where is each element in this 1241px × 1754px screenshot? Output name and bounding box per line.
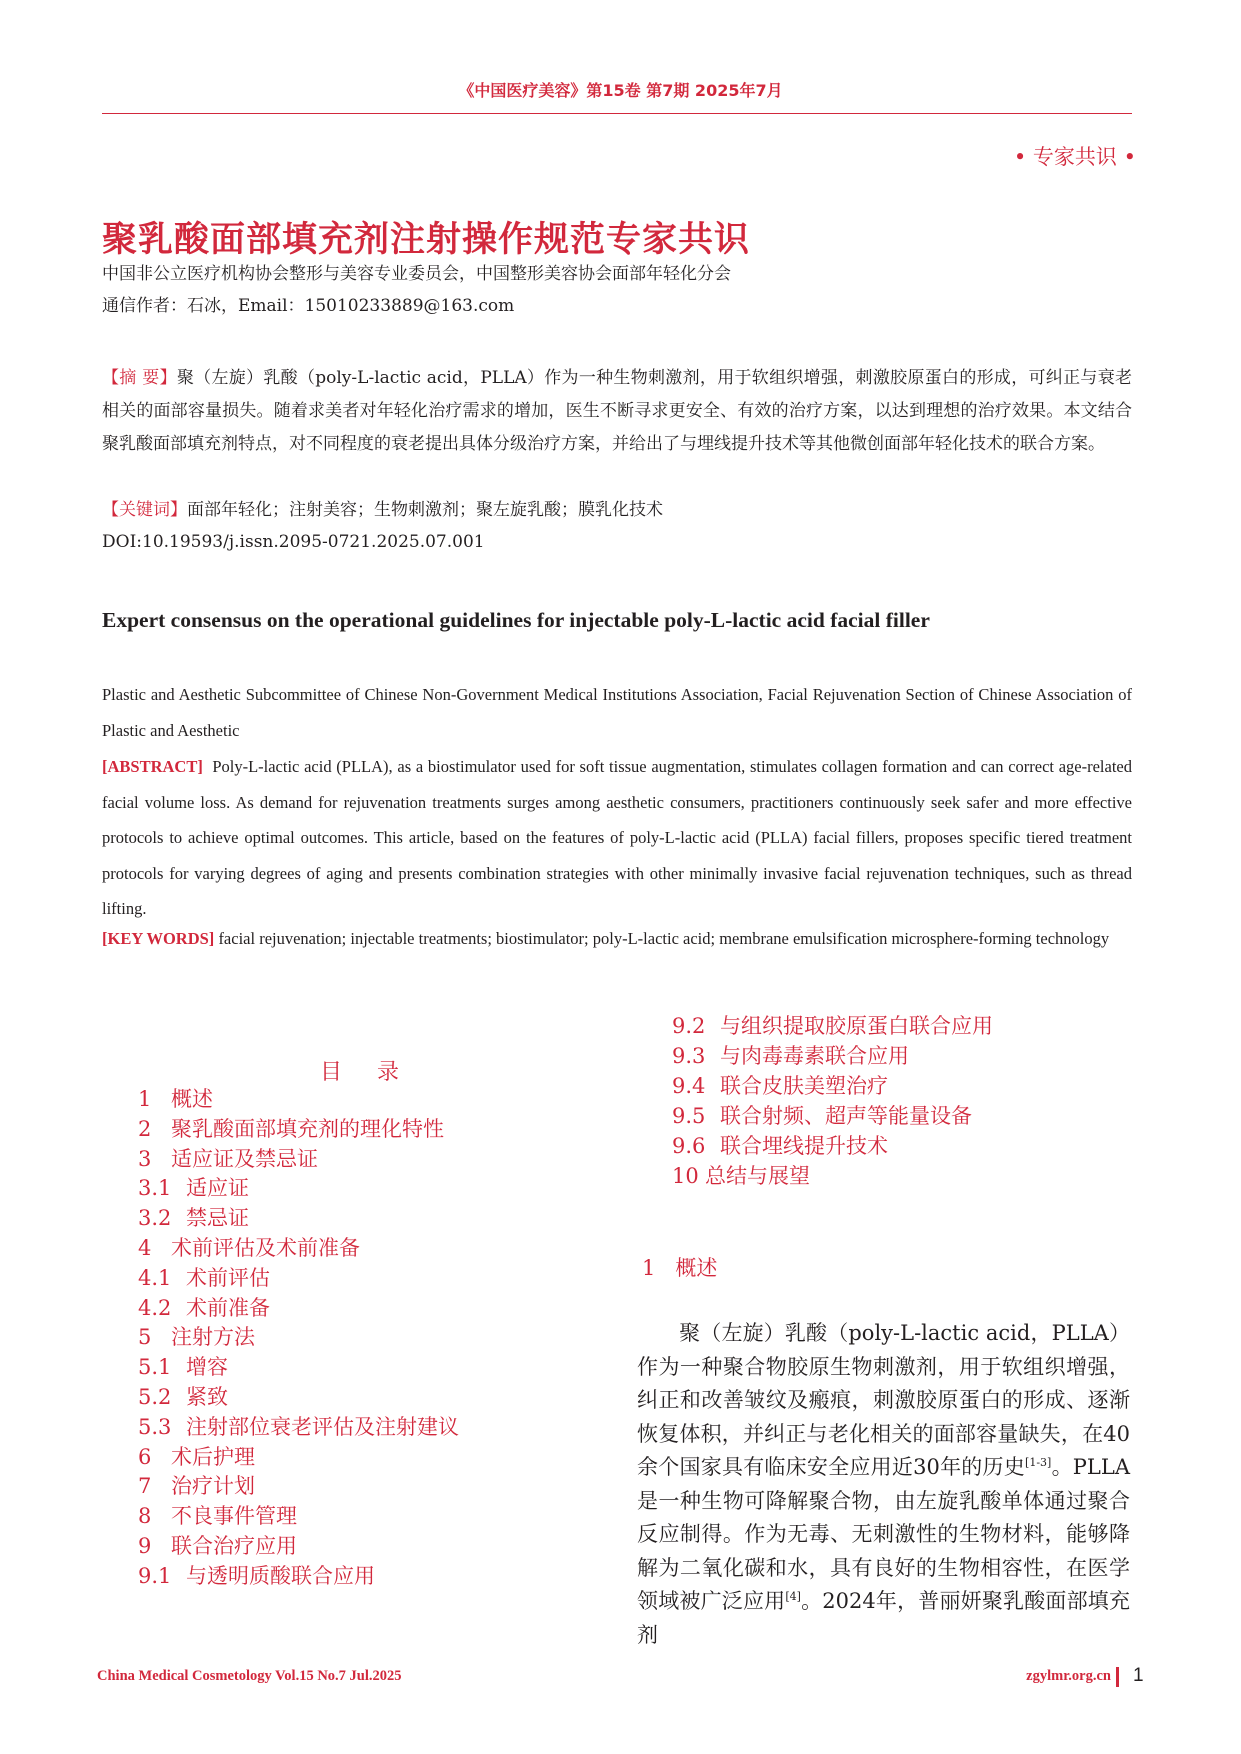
toc-item-number: 8: [138, 1504, 152, 1529]
keywords-en-label: [KEY WORDS]: [102, 929, 215, 948]
toc-item[interactable]: [138, 1292, 270, 1322]
toc-item-number: 9.1: [138, 1563, 172, 1588]
toc-item[interactable]: [138, 1560, 375, 1590]
body-text-part-2: 。PLLA是一种生物可降解聚合物，由左旋乳酸单体通过聚合反应制得。作为无毒、无刺激性的生物材料，能够降解为二氧化碳和水，具有良好的生物相容性，在医学领域被广泛应用: [637, 1455, 1130, 1613]
toc-item-label: 治疗计划: [171, 1474, 255, 1499]
toc-item[interactable]: [138, 1113, 444, 1143]
footer-divider: [1116, 1667, 1119, 1687]
toc-item[interactable]: [138, 1351, 228, 1381]
toc-item-label: 与肉毒毒素联合应用: [720, 1043, 909, 1068]
toc-item-number: 5: [138, 1325, 152, 1350]
article-title-en: Expert consensus on the operational guidelines for injectable poly-L-lactic acid facial filler: [102, 608, 930, 632]
toc-item[interactable]: [138, 1262, 270, 1292]
toc-item[interactable]: [138, 1470, 255, 1500]
toc-item[interactable]: [138, 1083, 213, 1113]
header-rule: [102, 113, 1132, 114]
toc-item-label: 适应证及禁忌证: [171, 1146, 318, 1171]
journal-header: 《中国医疗美容》第15卷 第7期 2025年7月: [458, 81, 783, 100]
toc-item-number: 10: [672, 1163, 699, 1188]
toc-item-number: 9.5: [672, 1103, 706, 1128]
toc-item[interactable]: [672, 1160, 810, 1190]
section-1-heading: [642, 1252, 717, 1282]
footer-website: zgylmr.org.cn: [1026, 1668, 1111, 1684]
column-tag: • 专家共识 •: [1013, 145, 1136, 169]
keywords-zh-text: 面部年轻化；注射美容；生物刺激剂；聚左旋乳酸；膜乳化技术: [187, 500, 663, 520]
toc-item[interactable]: [672, 1040, 909, 1070]
page-number: 1: [1133, 1665, 1144, 1686]
abstract-zh-label: 【摘 要】: [102, 368, 177, 388]
toc-item-label: 注射部位衰老评估及注射建议: [186, 1414, 459, 1439]
toc-item[interactable]: [672, 1130, 888, 1160]
toc-item-number: 4: [138, 1236, 152, 1260]
toc-item[interactable]: [138, 1530, 297, 1560]
keywords-zh: [102, 494, 1132, 527]
citation-4: [4]: [785, 1590, 801, 1603]
toc-item[interactable]: [138, 1321, 255, 1351]
toc-item[interactable]: [138, 1172, 249, 1202]
toc-item-label: 术后护理: [171, 1444, 255, 1469]
toc-item[interactable]: [672, 1070, 888, 1100]
toc-item-label: 紧致: [186, 1385, 228, 1409]
toc-item-number: 3: [138, 1146, 152, 1171]
toc-item[interactable]: [138, 1202, 249, 1232]
toc-item-number: 2: [138, 1116, 152, 1141]
toc-item[interactable]: [138, 1500, 297, 1530]
toc-item-number: 9.2: [672, 1014, 706, 1038]
abstract-zh: [102, 362, 1132, 461]
toc-item-label: 总结与展望: [705, 1163, 810, 1188]
toc-item-label: 聚乳酸面部填充剂的理化特性: [171, 1116, 444, 1141]
toc-item-label: 联合皮肤美塑治疗: [720, 1073, 888, 1098]
toc-item-label: 联合埋线提升技术: [720, 1133, 888, 1158]
toc-item-number: 6: [138, 1444, 152, 1469]
toc-item[interactable]: [672, 1010, 993, 1040]
article-title-zh: 聚乳酸面部填充剂注射操作规范专家共识: [102, 220, 751, 260]
toc-item-label: 增容: [186, 1355, 228, 1380]
keywords-en: [102, 921, 1132, 957]
toc-heading: 目 录: [320, 1060, 413, 1085]
toc-item-label: 适应证: [186, 1176, 249, 1201]
toc-item-number: 1: [138, 1087, 152, 1111]
toc-item-label: 禁忌证: [186, 1206, 249, 1231]
abstract-zh-text: 聚（左旋）乳酸（poly-L-lactic acid，PLLA）作为一种生物刺激剂，用于软组织增强，刺激胶原蛋白的形成，可纠正与衰老相关的面部容量损失。随着求美者对年轻化治疗需求的增加，医生不断寻求更安全、有效的治疗方案，以达到理想的治疗效果。本文结合聚乳酸面部填充剂特点，对不同程度的衰老提出具体分级治疗方案，并给出了与埋线提升技术等其他微创面部年轻化技术的联合方案。: [102, 368, 1132, 454]
toc-item-number: 9.3: [672, 1043, 706, 1068]
correspondence: 通信作者：石冰，Email：15010233889@163.com: [102, 296, 515, 316]
authors-en: Plastic and Aesthetic Subcommittee of Chinese Non-Government Medical Institutions Association, Facial Rejuvenation Section of Chinese Association of Plastic and Aesthetic: [102, 685, 1132, 740]
toc-item-label: 概述: [171, 1087, 213, 1111]
toc-item-label: 不良事件管理: [171, 1504, 297, 1529]
section-1-number: 1: [642, 1256, 656, 1280]
toc-item[interactable]: [138, 1232, 360, 1262]
toc-item-number: 9.4: [672, 1073, 706, 1098]
toc-item-label: 术前评估及术前准备: [171, 1236, 360, 1260]
toc-item[interactable]: [138, 1381, 228, 1411]
body-text-part-3: 。2024年，普丽妍聚乳酸面部填充剂: [637, 1589, 1130, 1647]
toc-item-label: 与组织提取胶原蛋白联合应用: [720, 1014, 993, 1038]
toc-item-label: 联合射频、超声等能量设备: [720, 1103, 972, 1128]
toc-item-number: 5.2: [138, 1385, 172, 1409]
keywords-en-text: facial rejuvenation; injectable treatments; biostimulator; poly-L-lactic acid; membrane emulsification microsphere-forming technology: [218, 929, 1110, 948]
doi: DOI:10.19593/j.issn.2095-0721.2025.07.001: [102, 532, 485, 552]
toc-item-number: 9.6: [672, 1133, 706, 1158]
toc-item-number: 3.1: [138, 1176, 172, 1201]
toc-item[interactable]: [138, 1441, 255, 1471]
abstract-en-label: [ABSTRACT]: [102, 757, 203, 776]
toc-item[interactable]: [138, 1411, 459, 1441]
section-1-title: 概述: [675, 1256, 718, 1280]
citation-1-3: [1-3]: [1025, 1456, 1052, 1469]
authors-zh: 中国非公立医疗机构协会整形与美容专业委员会，中国整形美容协会面部年轻化分会: [102, 264, 731, 284]
toc-item-label: 术前准备: [186, 1295, 270, 1320]
toc-item[interactable]: [138, 1143, 318, 1173]
abstract-en-text: Poly-L-lactic acid (PLLA), as a biostimulator used for soft tissue augmentation, stimulates collagen formation and can correct age-related facial volume loss. As demand for rejuvenation treatments surges among aesthetic consumers, practitioners continuously seek safer and more effective protocols to achieve optimal outcomes. This article, based on the features of poly-L-lactic acid (PLLA) facial fillers, proposes specific tiered treatment protocols for varying degrees of aging and presents combination strategies with other minimally invasive facial rejuvenation techniques, such as thread lifting.: [102, 757, 1132, 918]
toc-item-number: 9: [138, 1534, 152, 1558]
section-1-body: [637, 1317, 1130, 1652]
toc-item-number: 5.3: [138, 1414, 172, 1439]
body-text-part-1: 聚（左旋）乳酸（poly-L-lactic acid，PLLA）作为一种聚合物胶原生物刺激剂，用于软组织增强，纠正和改善皱纹及瘢痕，刺激胶原蛋白的形成、逐渐恢复体积，并纠正与老化相关的面部容量缺失，在40余个国家具有临床安全应用近30年的历史: [637, 1321, 1130, 1479]
toc-item-label: 与透明质酸联合应用: [186, 1563, 375, 1588]
toc-item-label: 术前评估: [186, 1265, 270, 1290]
toc-item[interactable]: [672, 1100, 972, 1130]
toc-item-number: 3.2: [138, 1206, 172, 1231]
footer-journal: China Medical Cosmetology Vol.15 No.7 Jul.2025: [97, 1668, 402, 1684]
toc-item-number: 5.1: [138, 1355, 172, 1380]
keywords-zh-label: 【关键词】: [102, 500, 187, 520]
toc-item-number: 4.1: [138, 1265, 172, 1290]
toc-item-number: 4.2: [138, 1295, 172, 1320]
toc-item-label: 联合治疗应用: [171, 1534, 297, 1558]
toc-item-number: 7: [138, 1474, 152, 1499]
abstract-en: [102, 749, 1132, 927]
toc-item-label: 注射方法: [171, 1325, 255, 1350]
